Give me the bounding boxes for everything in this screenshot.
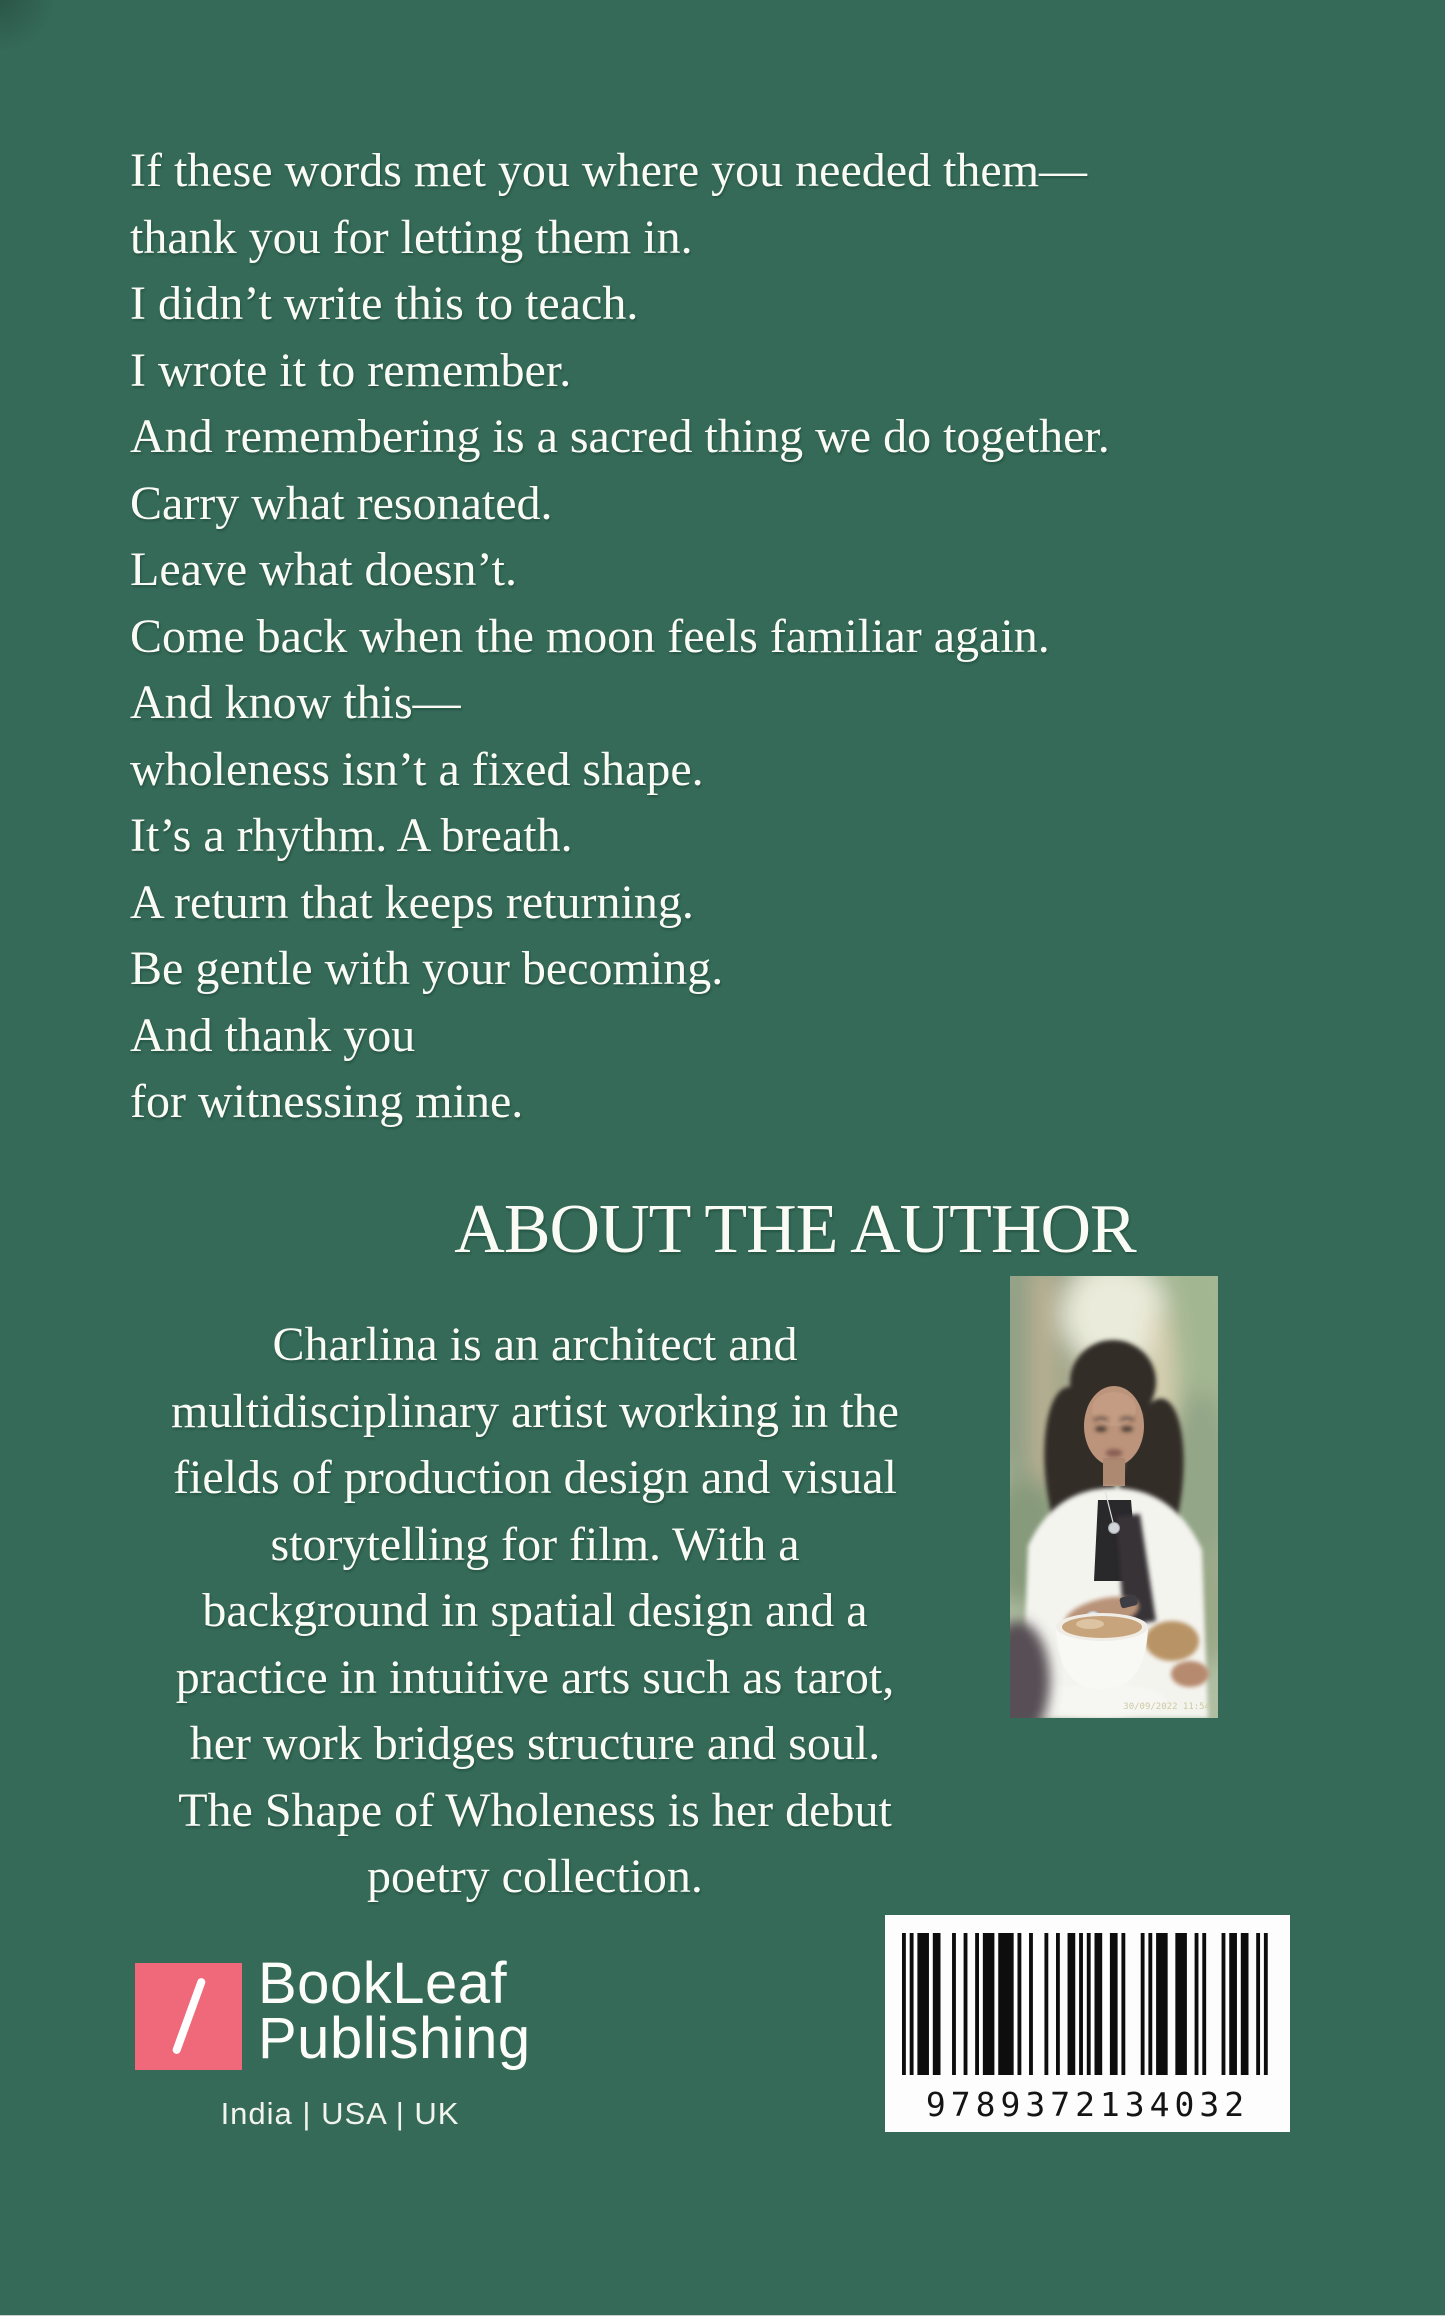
barcode: [885, 1915, 1290, 2132]
publisher-name-line2: Publishing: [258, 2006, 531, 2071]
author-photo-graphic: [1010, 1276, 1218, 1718]
publisher-regions: India | USA | UK: [220, 2096, 460, 2131]
bio-line: fields of production design and visual: [173, 1451, 897, 1504]
about-heading: ABOUT THE AUTHOR: [454, 1191, 1136, 1268]
poem-line: And know this—: [130, 676, 461, 729]
page-edge: [0, 2315, 1445, 2324]
photo-timestamp: 30/09/2022 11:54: [1123, 1702, 1210, 1712]
publisher-name: [258, 1951, 531, 2071]
barcode-bars: [885, 1915, 1290, 2075]
bio-line: poetry collection.: [367, 1850, 703, 1903]
poem-line: A return that keeps returning.: [130, 875, 694, 929]
closing-note: [130, 138, 1110, 1136]
poem-line: Be gentle with your becoming.: [130, 942, 724, 995]
bio-line: storytelling for film. With a: [270, 1517, 800, 1571]
publisher-logo: [135, 1963, 242, 2070]
publisher-name-line1: BookLeaf: [258, 1951, 508, 2016]
author-photo: [1010, 1276, 1218, 1718]
author-bio: [115, 1312, 955, 1911]
corner-shadow: [0, 0, 60, 50]
bio-line: The Shape of Wholeness is her debut: [178, 1783, 892, 1837]
poem-line: Leave what doesn’t.: [130, 543, 517, 596]
poem-line: for witnessing mine.: [130, 1075, 524, 1128]
slash-icon: [172, 1977, 207, 2055]
poem-line: I didn’t write this to teach.: [130, 277, 639, 330]
isbn-number: 9789372134032: [925, 2085, 1250, 2124]
poem-line: It’s a rhythm. A breath.: [130, 809, 573, 862]
bio-line: multidisciplinary artist working in the: [171, 1384, 899, 1438]
poem-line: And remembering is a sacred thing we do together.: [130, 410, 1110, 463]
poem-line: thank you for letting them in.: [130, 210, 693, 264]
poem-line: Carry what resonated.: [130, 476, 553, 530]
poem-line: wholeness isn’t a fixed shape.: [130, 742, 704, 796]
poem-line: And thank you: [130, 1008, 416, 1062]
bio-line: practice in intuitive arts such as tarot,: [175, 1650, 895, 1704]
poem-line: I wrote it to remember.: [130, 343, 572, 397]
poem-line: Come back when the moon feels familiar again.: [130, 609, 1050, 663]
bio-line: her work bridges structure and soul.: [189, 1717, 881, 1770]
bio-line: Charlina is an architect and: [272, 1318, 798, 1371]
bio-line: background in spatial design and a: [202, 1584, 868, 1637]
poem-line: If these words met you where you needed them—: [130, 144, 1088, 197]
